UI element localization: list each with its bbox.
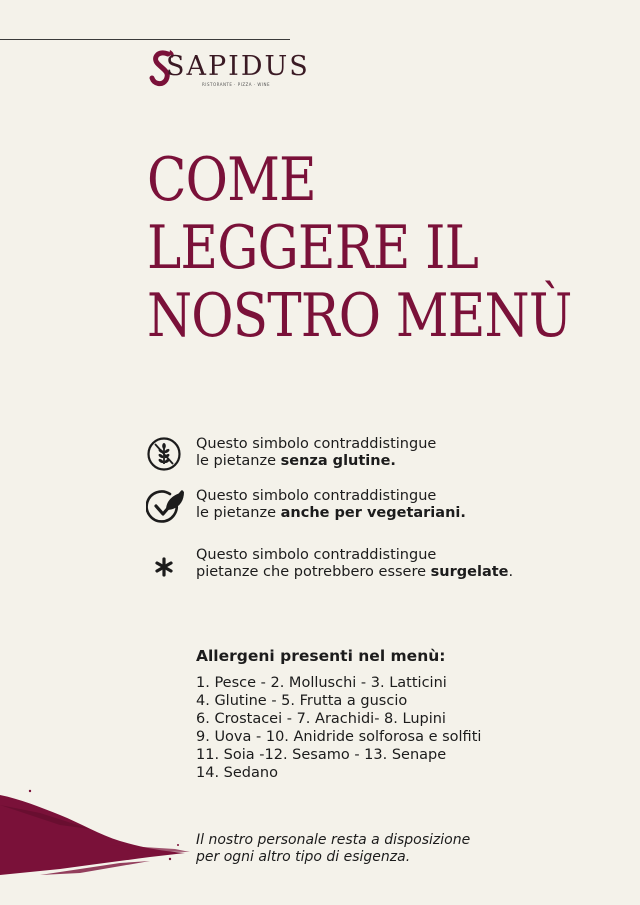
legend-line-2-suffix: . <box>508 564 514 580</box>
allergen-line: 6. Crostacei - 7. Arachidi- 8. Lupini <box>196 711 446 727</box>
legend-text <box>196 488 466 522</box>
legend-item-gluten-free <box>146 436 566 476</box>
legend-line-2 <box>196 453 436 470</box>
legend-line-1: Questo simbolo contraddistingue <box>196 436 437 452</box>
top-divider <box>0 39 290 40</box>
allergen-line: 11. Soia -12. Sesamo - 13. Senape <box>196 747 447 763</box>
brush-stroke-decoration <box>0 785 200 885</box>
allergens-section <box>196 646 576 782</box>
legend-line-2-prefix: le pietanze <box>196 505 281 521</box>
page-title <box>147 146 571 350</box>
allergen-line: 4. Glutine - 5. Frutta a guscio <box>196 693 408 709</box>
legend-item-vegetarian <box>146 488 566 528</box>
legend-text <box>196 436 436 470</box>
legend-text <box>196 547 513 581</box>
logo-tagline: RISTORANTE · PIZZA · WINE <box>202 82 270 87</box>
allergen-line: 14. Sedano <box>196 765 278 781</box>
logo-wordmark: SAPIDUS <box>166 51 310 82</box>
title-line-2: LEGGERE IL <box>147 213 479 283</box>
allergen-line: 1. Pesce - 2. Molluschi - 3. Latticini <box>196 675 447 691</box>
legend-line-2 <box>196 564 513 581</box>
title-line-3: NOSTRO MENÙ <box>147 281 572 351</box>
allergen-line: 9. Uova - 10. Anidride solforosa e solfiti <box>196 729 482 745</box>
gluten-free-icon <box>146 436 182 472</box>
vegetarian-leaf-icon <box>146 488 186 526</box>
legend-line-1: Questo simbolo contraddistingue <box>196 547 437 563</box>
legend-line-2-prefix: pietanze che potrebbero essere <box>196 564 431 580</box>
note-line-2: per ogni altro tipo di esigenza. <box>196 849 411 865</box>
legend-line-2-bold: senza glutine. <box>280 453 396 469</box>
legend-line-1: Questo simbolo contraddistingue <box>196 488 437 504</box>
legend-line-2-prefix: le pietanze <box>196 453 281 469</box>
note-line-1: Il nostro personale resta a disposizione <box>196 832 471 848</box>
legend-item-frozen <box>146 547 566 587</box>
title-line-1: COME <box>147 145 316 215</box>
legend-line-2 <box>196 505 466 522</box>
staff-note <box>196 832 470 866</box>
legend-line-2-bold: surgelate <box>430 564 509 580</box>
legend-line-2-bold: anche per vegetariani. <box>280 505 466 521</box>
asterisk-icon <box>146 551 182 587</box>
allergens-title: Allergeni presenti nel menù: <box>196 647 446 665</box>
restaurant-logo <box>148 48 310 92</box>
